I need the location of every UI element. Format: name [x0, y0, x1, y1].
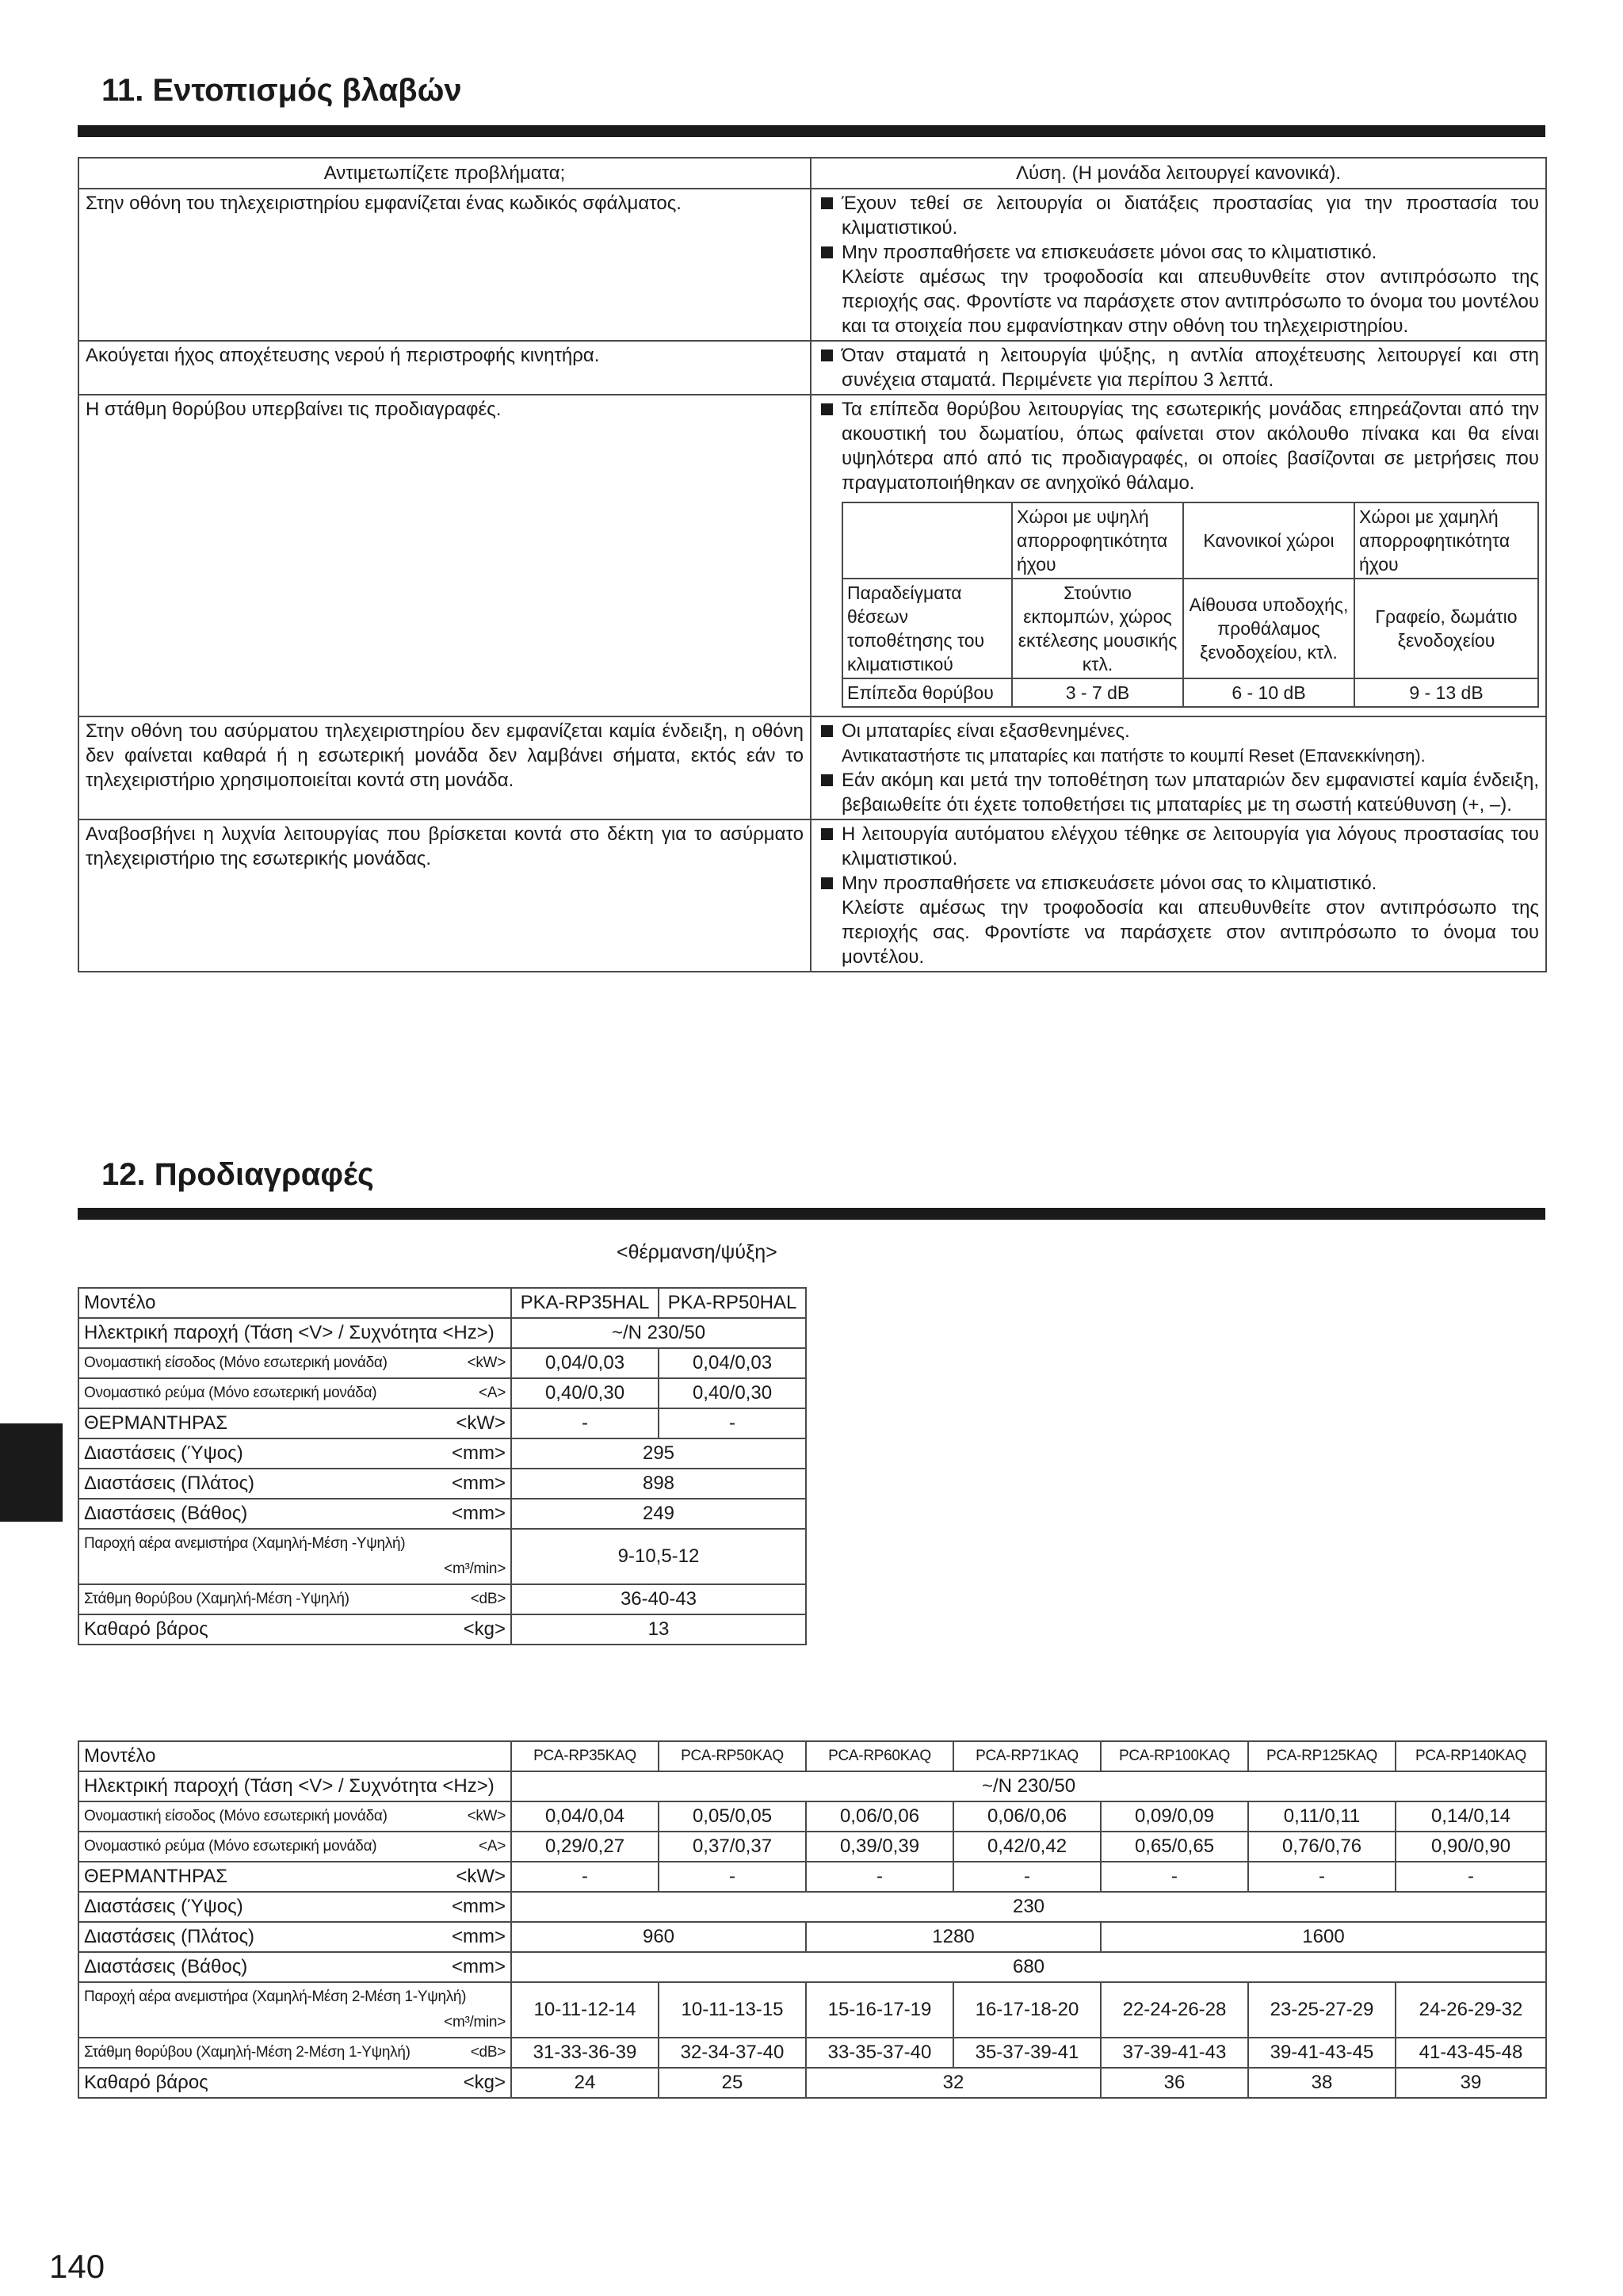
cell-value: - — [953, 1862, 1101, 1892]
solution-detail: Αντικαταστήστε τις μπαταρίες και πατήστε το κουμπί Reset (Επανεκκίνηση). — [842, 746, 1426, 766]
cell-value: 0,06/0,06 — [953, 1801, 1101, 1832]
unit-text: <kW> — [456, 1412, 506, 1434]
row-label — [78, 1614, 511, 1645]
cell-value: 37-39-41-43 — [1101, 2038, 1248, 2068]
cell-value: 0,42/0,42 — [953, 1832, 1101, 1862]
cell-value: 22-24-26-28 — [1101, 1982, 1248, 2038]
section-rule — [78, 1208, 1545, 1220]
noise-level-table — [842, 502, 1539, 708]
unit-text: <A> — [479, 1838, 506, 1855]
page-number: 140 — [49, 2248, 105, 2285]
cell-value: 10-11-12-14 — [511, 1982, 659, 2038]
noise-level-normal: 6 - 10 dB — [1183, 678, 1354, 707]
table-row — [78, 1614, 806, 1645]
unit-text: <A> — [479, 1385, 506, 1401]
row-label — [78, 1862, 511, 1892]
row-label — [78, 1982, 511, 2038]
noise-row-label-levels: Επίπεδα θορύβου — [842, 678, 1012, 707]
cell-value: 33-35-37-40 — [806, 2038, 953, 2068]
cell-value: 15-16-17-19 — [806, 1982, 953, 2038]
unit-text: <mm> — [451, 1956, 506, 1977]
solution-cell — [811, 819, 1546, 972]
cell-value: 0,39/0,39 — [806, 1832, 953, 1862]
cell-value: 0,76/0,76 — [1248, 1832, 1396, 1862]
table-row — [78, 819, 1546, 972]
cell-value: 0,09/0,09 — [1101, 1801, 1248, 1832]
label-text: Διαστάσεις (Ύψος) — [84, 1442, 243, 1464]
label-text: Καθαρό βάρος — [84, 2072, 208, 2093]
solution-cell — [811, 395, 1546, 716]
table-row — [78, 2038, 1546, 2068]
table-row — [78, 1348, 806, 1378]
cell-value: 680 — [511, 1952, 1546, 1982]
noise-row-label-examples: Παραδείγματα θέσεων τοποθέτησης του κλιματιστικού — [842, 579, 1012, 678]
cell-value: - — [511, 1862, 659, 1892]
label-text: Στάθμη θορύβου (Χαμηλή-Μέση 2-Μέση 1-Υψηλή) — [84, 2044, 411, 2061]
solution-detail: Κλείστε αμέσως την τροφοδοσία και απευθυνθείτε στον αντιπρόσωπο της περιοχής σας. Φροντίστε να παράσχετε στον αντιπρόσωπο το όνομα του μοντέλου και τα στοιχεία που εμφανίστηκαν στην οθόνη του τηλεχειριστηρίου. — [842, 266, 1539, 337]
cell-value: - — [1101, 1862, 1248, 1892]
row-label — [78, 1801, 511, 1832]
cell-value: 39 — [1396, 2068, 1546, 2098]
table-row — [78, 1438, 806, 1469]
row-label: Ηλεκτρική παροχή (Τάση <V> / Συχνότητα <Hz>) — [78, 1771, 511, 1801]
table-row — [78, 2068, 1546, 2098]
table-row — [78, 1318, 806, 1348]
unit-text: <mm> — [451, 1503, 506, 1524]
cell-value: 249 — [511, 1499, 806, 1529]
column-header-problem: Αντιμετωπίζετε προβλήματα; — [78, 158, 811, 189]
section-rule — [78, 125, 1545, 137]
row-label — [78, 1922, 511, 1952]
cell-value: 0,04/0,03 — [511, 1348, 659, 1378]
problem-text: Αναβοσβήνει η λυχνία λειτουργίας που βρίσκεται κοντά στο δέκτη για το ασύρματο τηλεχειριστήριο της εσωτερικής μονάδας. — [78, 819, 811, 972]
row-label: Ηλεκτρική παροχή (Τάση <V> / Συχνότητα <Hz>) — [78, 1318, 511, 1348]
cell-value: 38 — [1248, 2068, 1396, 2098]
row-label — [78, 1408, 511, 1438]
solution-item: Μην προσπαθήσετε να επισκευάσετε μόνοι σας το κλιματιστικό. — [818, 240, 1539, 265]
noise-example-low: Γραφείο, δωμάτιο ξενοδοχείου — [1354, 579, 1538, 678]
cell-value: ~/N 230/50 — [511, 1771, 1546, 1801]
table-row — [78, 1771, 1546, 1801]
noise-example-normal: Αίθουσα υποδοχής, προθάλαμος ξενοδοχείου, κτλ. — [1183, 579, 1354, 678]
model-name: PKA-RP35HAL — [511, 1288, 659, 1318]
unit-text: <m³/min> — [444, 1561, 506, 1577]
row-label — [78, 1952, 511, 1982]
row-label — [78, 1469, 511, 1499]
table-header-row — [78, 158, 1546, 189]
cell-value: 0,14/0,14 — [1396, 1801, 1546, 1832]
mode-note: <θέρμανση/ψύξη> — [617, 1241, 777, 1263]
troubleshooting-table — [78, 157, 1547, 972]
problem-text: Στην οθόνη του ασύρματου τηλεχειριστηρίου δεν εμφανίζεται καμία ένδειξη, η οθόνη δεν φαίνεται καθαρά ή η εσωτερική μονάδα δεν λαμβάνει σήματα, εκτός εάν το τηλεχειριστήριο χρησιμοποιείται κοντά στη μονάδα. — [78, 716, 811, 819]
spec-table-pca — [78, 1740, 1547, 2099]
solution-item: Οι μπαταρίες είναι εξασθενημένες. — [818, 719, 1539, 743]
model-name: PCA-RP71KAQ — [953, 1741, 1101, 1771]
cell-value: 0,40/0,30 — [511, 1378, 659, 1408]
label-text: ΘΕΡΜΑΝΤΗΡΑΣ — [84, 1412, 228, 1434]
noise-header-low-absorption: Χώροι με χαμηλή απορροφητικότητα ήχου — [1354, 502, 1538, 579]
row-label — [78, 1499, 511, 1529]
label-text: Διαστάσεις (Βάθος) — [84, 1503, 248, 1524]
cell-value: 39-41-43-45 — [1248, 2038, 1396, 2068]
cell-value: 1280 — [806, 1922, 1101, 1952]
table-row — [78, 1408, 806, 1438]
unit-text: <mm> — [451, 1896, 506, 1917]
label-text: Ονομαστική είσοδος (Μόνο εσωτερική μονάδα) — [84, 1354, 388, 1371]
model-name: PCA-RP140KAQ — [1396, 1741, 1546, 1771]
row-label — [78, 1584, 511, 1614]
label-text: Διαστάσεις (Πλάτος) — [84, 1473, 255, 1494]
solution-item: Όταν σταματά η λειτουργία ψύξης, η αντλία αποχέτευσης λειτουργεί και στη συνέχεια σταματά. Περιμένετε για περίπου 3 λεπτά. — [818, 343, 1539, 392]
row-label — [78, 1438, 511, 1469]
spec-table-pka — [78, 1287, 807, 1645]
cell-value: 31-33-36-39 — [511, 2038, 659, 2068]
model-name: PCA-RP50KAQ — [659, 1741, 806, 1771]
table-row — [78, 1892, 1546, 1922]
cell-value: 0,40/0,30 — [659, 1378, 806, 1408]
solution-item: Η λειτουργία αυτόματου ελέγχου τέθηκε σε λειτουργία για λόγους προστασίας του κλιματιστικού. — [818, 822, 1539, 871]
table-row — [78, 1922, 1546, 1952]
label-text: ΘΕΡΜΑΝΤΗΡΑΣ — [84, 1866, 228, 1887]
cell-value: 24 — [511, 2068, 659, 2098]
cell-value: 36-40-43 — [511, 1584, 806, 1614]
table-row — [78, 1952, 1546, 1982]
label-text: Ονομαστική είσοδος (Μόνο εσωτερική μονάδα) — [84, 1808, 388, 1824]
problem-text: Η στάθμη θορύβου υπερβαίνει τις προδιαγραφές. — [78, 395, 811, 716]
section-12-title: 12. Προδιαγραφές — [101, 1157, 374, 1192]
solution-item: Έχουν τεθεί σε λειτουργία οι διατάξεις προστασίας για την προστασία του κλιματιστικού. — [818, 191, 1539, 240]
label-text: Ονομαστικό ρεύμα (Μόνο εσωτερική μονάδα) — [84, 1838, 377, 1855]
unit-text: <mm> — [451, 1926, 506, 1947]
cell-value: 0,37/0,37 — [659, 1832, 806, 1862]
solution-item: Τα επίπεδα θορύβου λειτουργίας της εσωτερικής μονάδας επηρεάζονται από την ακουστική του δωματίου, όπως φαίνεται στον ακόλουθο πίνακα και θα είναι υψηλότερα από από τις προδιαγραφές, οι οποίες βασίζονται σε μετρήσεις που πραγματοποιήθηκαν σε ανηχοϊκό θάλαμο. — [818, 397, 1539, 495]
table-row — [78, 395, 1546, 716]
noise-level-high: 3 - 7 dB — [1012, 678, 1183, 707]
cell-value: 960 — [511, 1922, 806, 1952]
table-row — [78, 1584, 806, 1614]
problem-text: Ακούγεται ήχος αποχέτευσης νερού ή περιστροφής κινητήρα. — [78, 341, 811, 395]
table-row — [78, 1469, 806, 1499]
cell-value: 32 — [806, 2068, 1101, 2098]
cell-value: 0,11/0,11 — [1248, 1801, 1396, 1832]
cell-value: 1600 — [1101, 1922, 1546, 1952]
solution-cell — [811, 716, 1546, 819]
model-name: PCA-RP35KAQ — [511, 1741, 659, 1771]
cell-value: 16-17-18-20 — [953, 1982, 1101, 2038]
label-text: Παροχή αέρα ανεμιστήρα (Χαμηλή-Μέση -Υψηλή) — [84, 1535, 406, 1552]
table-row — [78, 1832, 1546, 1862]
model-name: PCA-RP60KAQ — [806, 1741, 953, 1771]
cell-value: 0,04/0,03 — [659, 1348, 806, 1378]
table-row — [78, 1801, 1546, 1832]
table-row — [78, 1529, 806, 1584]
cell-value: 9-10,5-12 — [511, 1529, 806, 1584]
cell-value: 0,04/0,04 — [511, 1801, 659, 1832]
table-row — [78, 1862, 1546, 1892]
table-row — [78, 341, 1546, 395]
cell-value: 0,06/0,06 — [806, 1801, 953, 1832]
table-row — [78, 1982, 1546, 2038]
label-text: Διαστάσεις (Βάθος) — [84, 1956, 248, 1977]
cell-value: 0,65/0,65 — [1101, 1832, 1248, 1862]
unit-text: <kg> — [463, 1618, 506, 1640]
row-label — [78, 1348, 511, 1378]
table-row — [78, 1378, 806, 1408]
row-label — [78, 1378, 511, 1408]
cell-value: 10-11-13-15 — [659, 1982, 806, 2038]
side-tab-marker — [0, 1423, 63, 1522]
cell-value: 23-25-27-29 — [1248, 1982, 1396, 2038]
cell-value: - — [1396, 1862, 1546, 1892]
cell-value: 0,29/0,27 — [511, 1832, 659, 1862]
unit-text: <mm> — [451, 1442, 506, 1464]
cell-value: 25 — [659, 2068, 806, 2098]
column-header-solution: Λύση. (Η μονάδα λειτουργεί κανονικά). — [811, 158, 1546, 189]
cell-value: 36 — [1101, 2068, 1248, 2098]
cell-value: 32-34-37-40 — [659, 2038, 806, 2068]
label-text: Ονομαστικό ρεύμα (Μόνο εσωτερική μονάδα) — [84, 1385, 377, 1401]
cell-value: ~/N 230/50 — [511, 1318, 806, 1348]
model-name: PCA-RP100KAQ — [1101, 1741, 1248, 1771]
label-text: Διαστάσεις (Ύψος) — [84, 1896, 243, 1917]
cell-value: 295 — [511, 1438, 806, 1469]
label-text: Καθαρό βάρος — [84, 1618, 208, 1640]
table-row — [78, 189, 1546, 341]
table-row — [78, 1499, 806, 1529]
cell-value: 0,90/0,90 — [1396, 1832, 1546, 1862]
table-row — [78, 1288, 806, 1318]
solution-item: Εάν ακόμη και μετά την τοποθέτηση των μπαταριών δεν εμφανιστεί καμία ένδειξη, βεβαιωθείτε ότι έχετε τοποθετήσει τις μπαταρίες με τη σωστή κατεύθυνση (+, –). — [818, 768, 1539, 817]
cell-value: - — [659, 1862, 806, 1892]
cell-value: 24-26-29-32 — [1396, 1982, 1546, 2038]
label-text: Διαστάσεις (Πλάτος) — [84, 1926, 255, 1947]
cell-value: 35-37-39-41 — [953, 2038, 1101, 2068]
row-label — [78, 1529, 511, 1584]
cell-value: 13 — [511, 1614, 806, 1645]
noise-example-high: Στούντιο εκπομπών, χώρος εκτέλεσης μουσικής κτλ. — [1012, 579, 1183, 678]
table-row — [78, 716, 1546, 819]
row-label: Μοντέλο — [78, 1288, 511, 1318]
noise-table-corner — [842, 502, 1012, 579]
unit-text: <kg> — [463, 2072, 506, 2093]
unit-text: <mm> — [451, 1473, 506, 1494]
row-label: Μοντέλο — [78, 1741, 511, 1771]
row-label — [78, 1832, 511, 1862]
noise-header-normal: Κανονικοί χώροι — [1183, 502, 1354, 579]
noise-level-low: 9 - 13 dB — [1354, 678, 1538, 707]
label-text: Στάθμη θορύβου (Χαμηλή-Μέση -Υψηλή) — [84, 1591, 349, 1607]
model-name: PKA-RP50HAL — [659, 1288, 806, 1318]
unit-text: <dB> — [470, 2044, 506, 2061]
label-text: Παροχή αέρα ανεμιστήρα (Χαμηλή-Μέση 2-Μέση 1-Υψηλή) — [84, 1988, 467, 2005]
cell-value: 41-43-45-48 — [1396, 2038, 1546, 2068]
cell-value: - — [806, 1862, 953, 1892]
solution-item: Μην προσπαθήσετε να επισκευάσετε μόνοι σας το κλιματιστικό. — [818, 871, 1539, 896]
solution-cell — [811, 189, 1546, 341]
cell-value: 898 — [511, 1469, 806, 1499]
cell-value: - — [659, 1408, 806, 1438]
noise-header-high-absorption: Χώροι με υψηλή απορροφητικότητα ήχου — [1012, 502, 1183, 579]
row-label — [78, 2038, 511, 2068]
cell-value: - — [1248, 1862, 1396, 1892]
row-label — [78, 2068, 511, 2098]
solution-cell — [811, 341, 1546, 395]
unit-text: <m³/min> — [444, 2014, 506, 2030]
cell-value: 230 — [511, 1892, 1546, 1922]
unit-text: <dB> — [470, 1591, 506, 1607]
section-11-title: 11. Εντοπισμός βλαβών — [101, 73, 462, 108]
model-name: PCA-RP125KAQ — [1248, 1741, 1396, 1771]
cell-value: 0,05/0,05 — [659, 1801, 806, 1832]
problem-text: Στην οθόνη του τηλεχειριστηρίου εμφανίζεται ένας κωδικός σφάλματος. — [78, 189, 811, 341]
table-row — [78, 1741, 1546, 1771]
unit-text: <kW> — [467, 1354, 506, 1371]
solution-detail: Κλείστε αμέσως την τροφοδοσία και απευθυνθείτε στον αντιπρόσωπο της περιοχής σας. Φροντίστε να παράσχετε στον αντιπρόσωπο το όνομα του μοντέλου. — [842, 897, 1539, 968]
unit-text: <kW> — [456, 1866, 506, 1887]
cell-value: - — [511, 1408, 659, 1438]
unit-text: <kW> — [467, 1808, 506, 1824]
row-label — [78, 1892, 511, 1922]
